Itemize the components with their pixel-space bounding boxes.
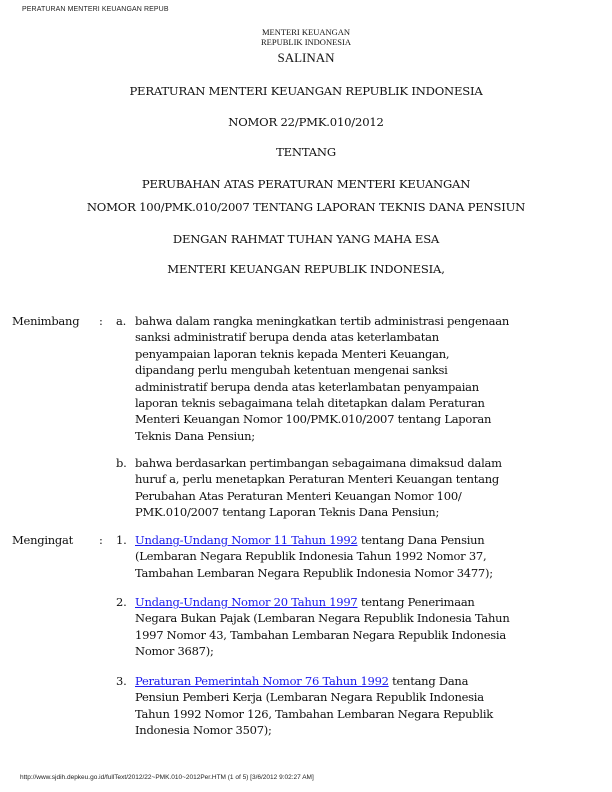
- authority: MENTERI KEUANGAN REPUBLIK INDONESIA,: [167, 262, 445, 276]
- colon: :: [99, 533, 103, 547]
- link-suffix: tentang Dana: [388, 674, 469, 688]
- considering-label: Menimbang: [12, 314, 80, 328]
- colon: :: [99, 314, 103, 328]
- item-marker: 2.: [116, 595, 127, 609]
- link-suffix: tentang Penerimaan: [357, 595, 475, 609]
- text-line: 1997 Nomor 43, Tambahan Lembaran Negara Republik Indonesia: [135, 627, 506, 642]
- text-line: (Lembaran Negara Republik Indonesia Tahun 1992 Nomor 37,: [135, 549, 487, 564]
- text-line: Pensiun Pemberi Kerja (Lembaran Negara Republik Indonesia: [135, 690, 484, 705]
- regulation-number: NOMOR 22/PMK.010/2012: [228, 115, 384, 129]
- subject-line2: NOMOR 100/PMK.010/2007 TENTANG LAPORAN TEKNIS DANA PENSIUN: [86, 200, 526, 214]
- text-line: dipandang perlu mengubah ketentuan mengenai sanksi: [135, 363, 448, 378]
- regulation-title: PERATURAN MENTERI KEUANGAN REPUBLIK INDONESIA: [129, 84, 483, 98]
- law-link-pp-76-1992[interactable]: Peraturan Pemerintah Nomor 76 Tahun 1992: [135, 674, 389, 688]
- text-line: PMK.010/2007 tentang Laporan Teknis Dana Pensiun;: [135, 505, 440, 520]
- copy-mark: SALINAN: [277, 50, 335, 65]
- item-marker: 1.: [116, 533, 127, 547]
- text-line: Tambahan Lembaran Negara Republik Indonesia Nomor 3477);: [135, 565, 493, 580]
- page-footer-url: http://www.sjdih.depkeu.go.id/fullText/2012/22~PMK.010~2012Per.HTM (1 of 5) [3/6/2012 9:02:27 AM]: [20, 774, 314, 781]
- text-line: bahwa dalam rangka meningkatkan tertib administrasi pengenaan: [135, 314, 510, 328]
- letterhead-line2: REPUBLIK INDONESIA: [261, 37, 351, 47]
- item-marker: b.: [116, 456, 127, 470]
- item-marker: 3.: [116, 674, 127, 688]
- recalling-label: Mengingat: [12, 533, 74, 547]
- law-link-uu-11-1992[interactable]: Undang-Undang Nomor 11 Tahun 1992: [135, 533, 358, 547]
- running-header: PERATURAN MENTERI KEUANGAN REPUB: [22, 6, 169, 13]
- about-heading: TENTANG: [276, 145, 336, 159]
- item-text: [135, 532, 605, 581]
- item-marker: a.: [116, 314, 127, 328]
- text-line: Perubahan Atas Peraturan Menteri Keuangan Nomor 100/: [135, 488, 462, 503]
- text-line: administratif berupa denda atas keterlambatan penyampaian: [135, 379, 479, 394]
- law-link-uu-20-1997[interactable]: Undang-Undang Nomor 20 Tahun 1997: [135, 595, 358, 609]
- text-line: penyampaian laporan teknis kepada Menteri Keuangan,: [135, 346, 450, 361]
- invocation: DENGAN RAHMAT TUHAN YANG MAHA ESA: [172, 232, 440, 246]
- text-line: [135, 532, 605, 548]
- text-line: Teknis Dana Pensiun;: [135, 428, 255, 443]
- text-line: Nomor 3687);: [135, 644, 214, 659]
- text-line: bahwa berdasarkan pertimbangan sebagaimana dimaksud dalam: [135, 456, 502, 470]
- text-line: huruf a, perlu menetapkan Peraturan Menteri Keuangan tentang: [135, 472, 500, 487]
- link-suffix: tentang Dana Pensiun: [357, 533, 485, 547]
- item-text: [135, 313, 605, 444]
- item-text: [135, 594, 605, 660]
- text-line: sanksi administratif berupa denda atas keterlambatan: [135, 330, 439, 345]
- text-line: Tahun 1992 Nomor 126, Tambahan Lembaran Negara Republik: [135, 706, 493, 721]
- text-line: [135, 594, 605, 610]
- text-line: Menteri Keuangan Nomor 100/PMK.010/2007 tentang Laporan: [135, 412, 492, 427]
- item-text: [135, 455, 605, 521]
- text-line: Indonesia Nomor 3507);: [135, 723, 272, 738]
- item-text: [135, 673, 605, 739]
- subject-line1: PERUBAHAN ATAS PERATURAN MENTERI KEUANGAN: [141, 177, 471, 191]
- text-line: [135, 673, 605, 689]
- text-line: laporan teknis sebagaimana telah ditetapkan dalam Peraturan: [135, 396, 485, 411]
- letterhead-line1: MENTERI KEUANGAN: [261, 27, 351, 37]
- text-line: Negara Bukan Pajak (Lembaran Negara Republik Indonesia Tahun: [135, 611, 510, 626]
